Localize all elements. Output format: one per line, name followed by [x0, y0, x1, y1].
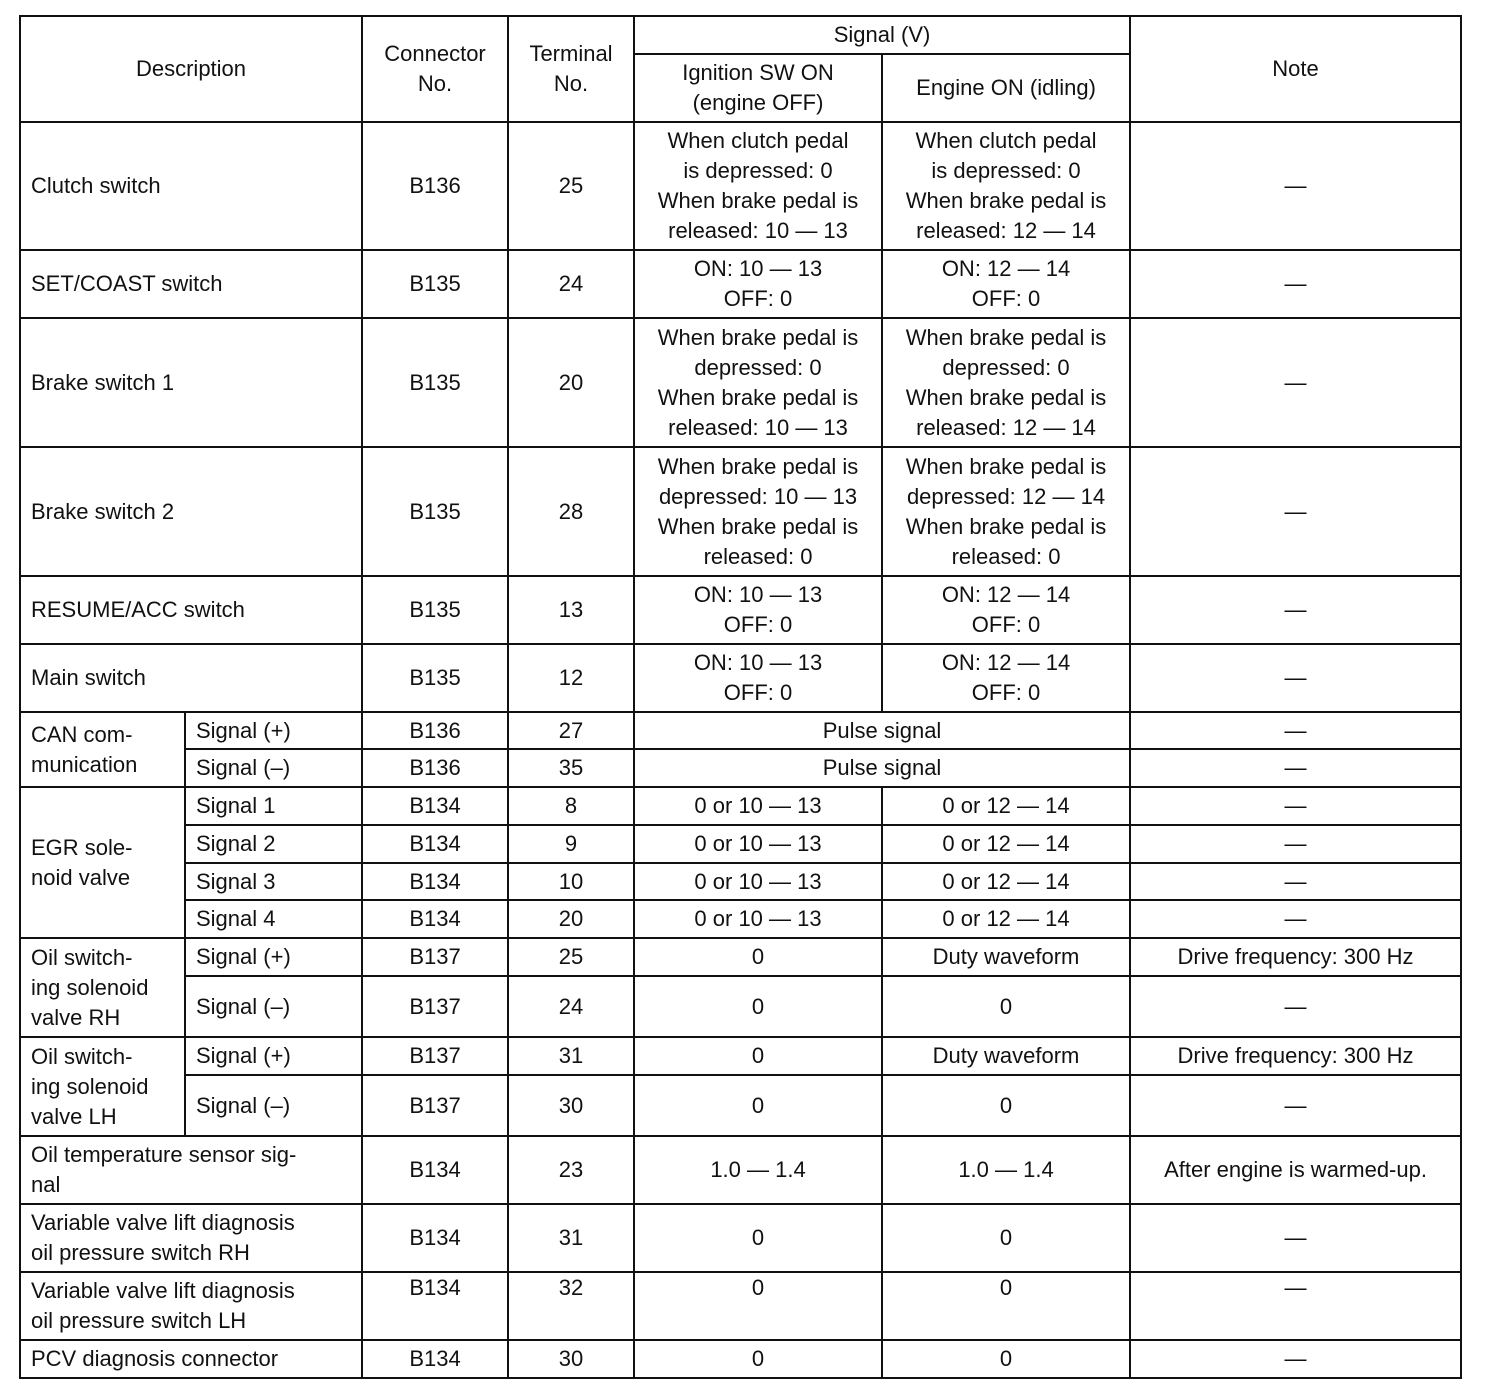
table-row [20, 122, 1461, 250]
table-row [20, 712, 1461, 749]
table-row [20, 1340, 1461, 1378]
signal-engine-on: ON: 12 — 14 OFF: 0 [882, 576, 1130, 644]
note: After engine is warmed-up. [1130, 1136, 1461, 1204]
row-description: Oil temperature sensor sig- nal [20, 1136, 362, 1204]
signal-engine-on: 0 [882, 976, 1130, 1037]
sub-signal: Signal 1 [185, 787, 362, 825]
terminal-no: 10 [508, 863, 634, 900]
signal-ignition-on: When brake pedal is depressed: 0 When brake pedal is released: 10 — 13 [634, 318, 882, 447]
note: — [1130, 787, 1461, 825]
note: — [1130, 318, 1461, 447]
table-row [20, 1204, 1461, 1272]
connector-no: B134 [362, 1136, 508, 1204]
signal-engine-on: 0 [882, 1204, 1130, 1272]
terminal-no: 27 [508, 712, 634, 749]
header-connector-no: Connector No. [362, 16, 508, 122]
connector-no: B134 [362, 1272, 508, 1340]
group-egr-solenoid-valve: EGR sole- noid valve [20, 787, 185, 938]
note: — [1130, 900, 1461, 938]
terminal-no: 30 [508, 1340, 634, 1378]
note: — [1130, 447, 1461, 576]
connector-no: B134 [362, 825, 508, 863]
terminal-no: 13 [508, 576, 634, 644]
sub-signal: Signal (–) [185, 749, 362, 787]
signal-ignition-on: 0 or 10 — 13 [634, 863, 882, 900]
connector-no: B134 [362, 863, 508, 900]
note: — [1130, 1340, 1461, 1378]
note: — [1130, 825, 1461, 863]
signal-engine-on: Duty waveform [882, 1037, 1130, 1075]
signal-merged: Pulse signal [634, 712, 1130, 749]
connector-no: B134 [362, 1340, 508, 1378]
table-row [20, 787, 1461, 825]
terminal-no: 8 [508, 787, 634, 825]
signal-ignition-on: 0 or 10 — 13 [634, 825, 882, 863]
connector-no: B135 [362, 576, 508, 644]
row-description: RESUME/ACC switch [20, 576, 362, 644]
note: — [1130, 976, 1461, 1037]
terminal-no: 31 [508, 1037, 634, 1075]
signal-engine-on: When clutch pedal is depressed: 0 When brake pedal is released: 12 — 14 [882, 122, 1130, 250]
connector-no: B136 [362, 122, 508, 250]
row-description: Brake switch 1 [20, 318, 362, 447]
sub-signal: Signal (+) [185, 1037, 362, 1075]
header-description: Description [20, 16, 362, 122]
signal-ignition-on: 0 [634, 938, 882, 976]
connector-no: B137 [362, 1075, 508, 1136]
signal-ignition-on: 1.0 — 1.4 [634, 1136, 882, 1204]
signal-engine-on: When brake pedal is depressed: 0 When brake pedal is released: 12 — 14 [882, 318, 1130, 447]
row-description: PCV diagnosis connector [20, 1340, 362, 1378]
signal-engine-on: 0 [882, 1075, 1130, 1136]
header-ignition-on: Ignition SW ON (engine OFF) [634, 54, 882, 122]
connector-no: B135 [362, 447, 508, 576]
note: Drive frequency: 300 Hz [1130, 1037, 1461, 1075]
terminal-no: 24 [508, 250, 634, 318]
signal-spec-table [19, 15, 1462, 1379]
terminal-no: 20 [508, 900, 634, 938]
sub-signal: Signal (–) [185, 1075, 362, 1136]
header-terminal-no: Terminal No. [508, 16, 634, 122]
signal-ignition-on: 0 [634, 1037, 882, 1075]
table-row [20, 938, 1461, 976]
connector-no: B137 [362, 1037, 508, 1075]
header-engine-on: Engine ON (idling) [882, 54, 1130, 122]
connector-no: B134 [362, 1204, 508, 1272]
row-description: SET/COAST switch [20, 250, 362, 318]
signal-ignition-on: When brake pedal is depressed: 10 — 13 When brake pedal is released: 0 [634, 447, 882, 576]
group-oil-switching-valve-rh: Oil switch- ing solenoid valve RH [20, 938, 185, 1037]
terminal-no: 25 [508, 938, 634, 976]
header-note: Note [1130, 16, 1461, 122]
signal-engine-on: 0 or 12 — 14 [882, 863, 1130, 900]
signal-ignition-on: 0 [634, 1272, 882, 1340]
connector-no: B135 [362, 644, 508, 712]
table-row [20, 576, 1461, 644]
terminal-no: 9 [508, 825, 634, 863]
signal-ignition-on: ON: 10 — 13 OFF: 0 [634, 250, 882, 318]
connector-no: B135 [362, 250, 508, 318]
table-row [20, 318, 1461, 447]
signal-ignition-on: 0 [634, 976, 882, 1037]
row-description: Variable valve lift diagnosis oil pressure switch RH [20, 1204, 362, 1272]
signal-ignition-on: 0 [634, 1204, 882, 1272]
header-signal-v: Signal (V) [634, 16, 1130, 54]
connector-no: B136 [362, 712, 508, 749]
table-row [20, 863, 1461, 900]
connector-no: B137 [362, 976, 508, 1037]
group-oil-switching-valve-lh: Oil switch- ing solenoid valve LH [20, 1037, 185, 1136]
signal-engine-on: When brake pedal is depressed: 12 — 14 When brake pedal is released: 0 [882, 447, 1130, 576]
signal-engine-on: 1.0 — 1.4 [882, 1136, 1130, 1204]
signal-ignition-on: 0 or 10 — 13 [634, 787, 882, 825]
connector-no: B134 [362, 900, 508, 938]
connector-no: B135 [362, 318, 508, 447]
signal-ignition-on: When clutch pedal is depressed: 0 When brake pedal is released: 10 — 13 [634, 122, 882, 250]
signal-engine-on: Duty waveform [882, 938, 1130, 976]
table-row [20, 976, 1461, 1037]
table-row [20, 1272, 1461, 1340]
terminal-no: 23 [508, 1136, 634, 1204]
signal-ignition-on: 0 or 10 — 13 [634, 900, 882, 938]
sub-signal: Signal (+) [185, 712, 362, 749]
signal-ignition-on: 0 [634, 1340, 882, 1378]
connector-no: B136 [362, 749, 508, 787]
signal-engine-on: 0 or 12 — 14 [882, 900, 1130, 938]
table-row [20, 900, 1461, 938]
terminal-no: 12 [508, 644, 634, 712]
table-row [20, 1037, 1461, 1075]
signal-ignition-on: ON: 10 — 13 OFF: 0 [634, 576, 882, 644]
terminal-no: 31 [508, 1204, 634, 1272]
note: — [1130, 1075, 1461, 1136]
terminal-no: 35 [508, 749, 634, 787]
note: — [1130, 1204, 1461, 1272]
table-row [20, 644, 1461, 712]
row-description: Clutch switch [20, 122, 362, 250]
signal-engine-on: ON: 12 — 14 OFF: 0 [882, 250, 1130, 318]
table-row [20, 1136, 1461, 1204]
row-description: Main switch [20, 644, 362, 712]
note: Drive frequency: 300 Hz [1130, 938, 1461, 976]
signal-engine-on: 0 or 12 — 14 [882, 825, 1130, 863]
note: — [1130, 122, 1461, 250]
note: — [1130, 576, 1461, 644]
terminal-no: 28 [508, 447, 634, 576]
signal-ignition-on: ON: 10 — 13 OFF: 0 [634, 644, 882, 712]
table-row [20, 749, 1461, 787]
table-row [20, 825, 1461, 863]
note: — [1130, 749, 1461, 787]
signal-engine-on: 0 or 12 — 14 [882, 787, 1130, 825]
header-row [20, 16, 1461, 54]
note: — [1130, 712, 1461, 749]
sub-signal: Signal (+) [185, 938, 362, 976]
table-row [20, 447, 1461, 576]
signal-ignition-on: 0 [634, 1075, 882, 1136]
terminal-no: 30 [508, 1075, 634, 1136]
terminal-no: 32 [508, 1272, 634, 1340]
sub-signal: Signal (–) [185, 976, 362, 1037]
terminal-no: 20 [508, 318, 634, 447]
row-description: Brake switch 2 [20, 447, 362, 576]
group-can-communication: CAN com- munication [20, 712, 185, 787]
note: — [1130, 644, 1461, 712]
table-row [20, 250, 1461, 318]
table-row [20, 1075, 1461, 1136]
row-description: Variable valve lift diagnosis oil pressure switch LH [20, 1272, 362, 1340]
terminal-no: 25 [508, 122, 634, 250]
signal-engine-on: 0 [882, 1272, 1130, 1340]
sub-signal: Signal 3 [185, 863, 362, 900]
connector-no: B134 [362, 787, 508, 825]
signal-engine-on: ON: 12 — 14 OFF: 0 [882, 644, 1130, 712]
terminal-no: 24 [508, 976, 634, 1037]
signal-engine-on: 0 [882, 1340, 1130, 1378]
note: — [1130, 1272, 1461, 1340]
note: — [1130, 863, 1461, 900]
signal-merged: Pulse signal [634, 749, 1130, 787]
connector-no: B137 [362, 938, 508, 976]
note: — [1130, 250, 1461, 318]
sub-signal: Signal 2 [185, 825, 362, 863]
sub-signal: Signal 4 [185, 900, 362, 938]
